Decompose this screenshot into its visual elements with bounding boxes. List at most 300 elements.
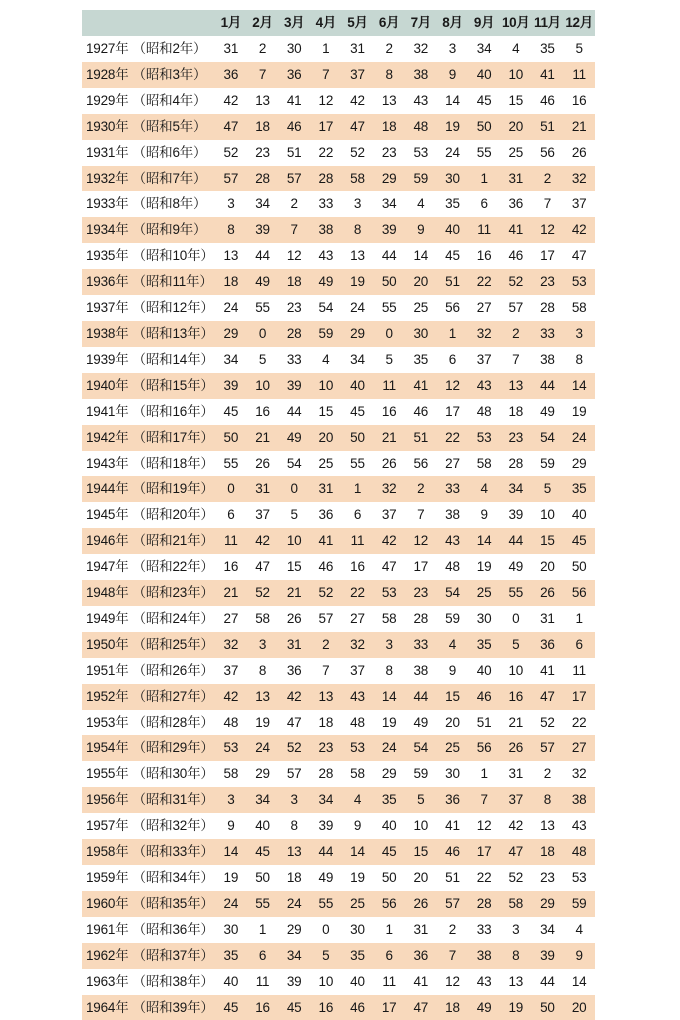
value-cell-month-4: 28	[318, 766, 334, 782]
column-header-month-1: 1月	[220, 15, 242, 30]
value-cell-month-4: 17	[318, 118, 334, 134]
value-cell-month-3: 3	[290, 792, 298, 808]
value-cell-month-12: 3	[575, 325, 583, 341]
value-cell-month-4: 31	[318, 481, 334, 497]
value-cell-month-6: 2	[385, 41, 393, 56]
value-cell-month-2: 28	[255, 170, 270, 186]
value-cell-month-7: 51	[413, 429, 429, 445]
value-cell-month-7: 31	[413, 921, 429, 937]
value-cell-month-5: 25	[350, 895, 365, 911]
year-era: （昭和19年）	[132, 481, 214, 497]
table-row	[82, 476, 595, 502]
value-cell-month-4: 10	[318, 377, 334, 393]
value-cell-month-6: 35	[381, 792, 397, 808]
value-cell-month-8: 43	[445, 533, 460, 549]
value-cell-month-7: 12	[413, 533, 429, 549]
year-era: （昭和7年）	[132, 170, 207, 186]
year-era: （昭和8年）	[132, 196, 207, 212]
year-western: 1930年	[86, 118, 129, 134]
year-era: （昭和25年）	[132, 636, 214, 652]
value-cell-month-4: 33	[318, 196, 334, 212]
value-cell-month-2: 1	[258, 921, 267, 937]
value-cell-month-10: 39	[508, 507, 524, 523]
value-cell-month-12: 45	[571, 533, 587, 549]
value-cell-month-1: 47	[223, 118, 239, 134]
value-cell-month-6: 8	[385, 66, 393, 82]
value-cell-month-5: 47	[350, 118, 365, 134]
value-cell-month-4: 18	[318, 714, 334, 730]
value-cell-month-10: 37	[508, 792, 524, 808]
value-cell-month-3: 23	[286, 300, 302, 316]
year-era: （昭和14年）	[132, 351, 214, 367]
value-cell-month-1: 45	[223, 403, 239, 419]
value-cell-month-7: 33	[413, 636, 429, 652]
value-cell-month-11: 41	[540, 662, 555, 678]
year-era: （昭和10年）	[132, 248, 214, 264]
value-cell-month-10: 23	[508, 429, 524, 445]
value-cell-month-8: 40	[445, 222, 460, 238]
value-cell-month-8: 38	[445, 507, 460, 523]
value-cell-month-10: 25	[508, 144, 524, 160]
column-header-month-4: 4月	[315, 15, 337, 30]
column-header-month-5: 5月	[347, 15, 368, 30]
column-header-month-3: 3月	[283, 15, 305, 30]
value-cell-month-2: 45	[255, 844, 270, 860]
year-western: 1956年	[86, 792, 129, 808]
value-cell-month-5: 52	[350, 144, 365, 160]
year-western: 1964年	[86, 999, 129, 1015]
value-cell-month-10: 4	[512, 41, 520, 56]
column-header-month-12: 12月	[565, 15, 593, 30]
value-cell-month-4: 41	[318, 533, 334, 549]
value-cell-month-8: 30	[445, 766, 460, 782]
value-cell-month-9: 38	[476, 947, 492, 963]
table-row	[82, 917, 595, 943]
value-cell-month-6: 47	[381, 559, 397, 575]
value-cell-month-1: 34	[223, 351, 239, 367]
value-cell-month-11: 10	[540, 507, 555, 523]
value-cell-month-10: 34	[508, 481, 524, 497]
value-cell-month-1: 42	[223, 688, 239, 704]
value-cell-month-1: 18	[223, 274, 239, 290]
year-era: （昭和6年）	[132, 144, 207, 160]
value-cell-month-10: 47	[508, 844, 524, 860]
value-cell-month-10: 58	[508, 895, 524, 911]
value-cell-month-7: 32	[413, 41, 429, 56]
year-era: （昭和29年）	[132, 740, 214, 756]
year-western: 1935年	[86, 248, 129, 264]
value-cell-month-2: 10	[255, 377, 270, 393]
value-cell-month-4: 36	[318, 507, 334, 523]
value-cell-month-4: 22	[318, 144, 334, 160]
year-era: （昭和33年）	[132, 844, 214, 860]
value-cell-month-3: 46	[286, 118, 302, 134]
value-cell-month-1: 13	[223, 248, 239, 264]
value-cell-month-2: 13	[255, 92, 270, 108]
table-row	[82, 528, 595, 554]
value-cell-month-9: 7	[480, 792, 488, 808]
value-cell-month-9: 12	[476, 818, 492, 834]
year-era: （昭和4年）	[132, 92, 207, 108]
value-cell-month-12: 37	[571, 196, 587, 212]
value-cell-month-10: 2	[512, 325, 520, 341]
value-cell-month-1: 35	[223, 947, 239, 963]
year-cell	[82, 88, 215, 114]
table-row	[82, 787, 595, 813]
value-cell-month-1: 32	[223, 636, 239, 652]
value-cell-month-12: 29	[571, 455, 587, 471]
year-cell	[82, 969, 215, 995]
value-cell-month-11: 57	[540, 740, 555, 756]
value-cell-month-2: 37	[255, 507, 270, 523]
value-cell-month-10: 5	[512, 636, 520, 652]
value-cell-month-2: 47	[255, 559, 270, 575]
value-cell-month-6: 11	[382, 377, 396, 393]
value-cell-month-5: 53	[350, 740, 365, 756]
value-cell-month-2: 2	[258, 41, 267, 56]
value-cell-month-4: 49	[318, 274, 334, 290]
value-cell-month-7: 43	[413, 92, 429, 108]
value-cell-month-5: 8	[353, 222, 362, 238]
value-cell-month-7: 44	[413, 688, 429, 704]
value-cell-month-9: 9	[480, 507, 488, 523]
value-cell-month-6: 17	[381, 999, 397, 1015]
year-cell	[82, 580, 215, 606]
value-cell-month-8: 2	[448, 921, 457, 937]
value-cell-month-8: 27	[445, 455, 460, 471]
value-cell-month-6: 44	[381, 248, 397, 264]
value-cell-month-7: 54	[413, 740, 429, 756]
value-cell-month-7: 9	[417, 222, 425, 238]
value-cell-month-12: 5	[575, 41, 583, 56]
year-era: （昭和13年）	[132, 325, 214, 341]
value-cell-month-12: 42	[571, 222, 587, 238]
value-cell-month-7: 25	[413, 300, 429, 316]
year-western: 1962年	[86, 947, 129, 963]
value-cell-month-10: 16	[508, 688, 524, 704]
year-western: 1943年	[86, 455, 129, 471]
value-cell-month-2: 31	[255, 481, 270, 497]
year-era: （昭和26年）	[132, 662, 214, 678]
column-header-month-2: 2月	[252, 15, 273, 30]
value-cell-month-1: 31	[223, 41, 239, 56]
value-cell-month-3: 29	[286, 921, 302, 937]
year-western: 1948年	[86, 585, 129, 601]
value-cell-month-5: 16	[350, 559, 365, 575]
value-cell-month-11: 51	[540, 118, 555, 134]
value-cell-month-10: 46	[508, 248, 524, 264]
value-cell-month-6: 39	[381, 222, 397, 238]
value-cell-month-8: 18	[445, 999, 460, 1015]
value-cell-month-6: 37	[381, 507, 397, 523]
value-cell-month-6: 6	[385, 947, 393, 963]
value-cell-month-9: 32	[476, 325, 492, 341]
table-row	[82, 347, 595, 373]
value-cell-month-2: 7	[258, 66, 267, 82]
value-cell-month-2: 8	[258, 662, 267, 678]
value-cell-month-5: 37	[350, 662, 365, 678]
year-month-table	[82, 10, 595, 1020]
value-cell-month-3: 30	[286, 41, 302, 56]
value-cell-month-12: 4	[575, 921, 583, 937]
value-cell-month-6: 23	[381, 144, 397, 160]
value-cell-month-9: 14	[476, 533, 492, 549]
year-western: 1941年	[86, 403, 129, 419]
value-cell-month-11: 8	[543, 792, 552, 808]
value-cell-month-2: 50	[255, 870, 270, 885]
year-western: 1947年	[86, 559, 129, 575]
value-cell-month-9: 22	[476, 870, 492, 885]
value-cell-month-4: 44	[318, 844, 334, 860]
value-cell-month-11: 28	[540, 300, 555, 316]
year-western: 1932年	[86, 170, 129, 186]
table-row	[82, 217, 595, 243]
value-cell-month-8: 59	[445, 610, 460, 626]
year-western: 1942年	[86, 429, 129, 445]
value-cell-month-2: 52	[255, 585, 270, 601]
year-western: 1945年	[86, 507, 129, 523]
value-cell-month-3: 41	[286, 92, 302, 108]
value-cell-month-3: 0	[290, 481, 298, 497]
value-cell-month-9: 37	[476, 351, 492, 367]
value-cell-month-7: 20	[413, 870, 429, 885]
value-cell-month-4: 57	[318, 610, 334, 626]
value-cell-month-3: 26	[286, 610, 302, 626]
year-era: （昭和31年）	[132, 792, 214, 808]
value-cell-month-10: 20	[508, 118, 524, 134]
year-cell	[82, 735, 215, 761]
year-western: 1938年	[86, 325, 129, 341]
table-row	[82, 191, 595, 217]
year-western: 1939年	[86, 351, 129, 367]
value-cell-month-11: 39	[540, 947, 555, 963]
value-cell-month-7: 38	[413, 662, 429, 678]
value-cell-month-8: 12	[445, 973, 460, 989]
value-cell-month-11: 54	[540, 429, 555, 445]
year-cell	[82, 761, 215, 787]
value-cell-month-11: 29	[540, 895, 555, 911]
value-cell-month-7: 36	[413, 947, 429, 963]
value-cell-month-3: 47	[286, 714, 302, 730]
column-header-month-10: 10月	[501, 15, 530, 30]
year-western: 1951年	[86, 662, 129, 678]
year-era: （昭和37年）	[132, 947, 214, 963]
year-cell	[82, 528, 215, 554]
year-cell	[82, 140, 215, 166]
value-cell-month-1: 55	[223, 455, 239, 471]
value-cell-month-12: 35	[571, 481, 587, 497]
value-cell-month-9: 34	[476, 41, 492, 56]
value-cell-month-7: 59	[413, 766, 429, 782]
year-western: 1955年	[86, 766, 129, 782]
value-cell-month-6: 11	[382, 973, 396, 989]
table-header	[82, 10, 595, 36]
value-cell-month-5: 35	[350, 947, 365, 963]
value-cell-month-5: 50	[350, 429, 365, 445]
value-cell-month-2: 5	[258, 351, 267, 367]
table-row	[82, 658, 595, 684]
value-cell-month-4: 5	[322, 947, 330, 963]
value-cell-month-10: 18	[508, 403, 524, 419]
value-cell-month-9: 40	[476, 66, 492, 82]
value-cell-month-8: 30	[445, 170, 460, 186]
year-cell	[82, 865, 215, 891]
value-cell-month-12: 32	[571, 170, 587, 186]
value-cell-month-7: 35	[413, 351, 429, 367]
value-cell-month-11: 7	[543, 196, 552, 212]
year-cell	[82, 839, 215, 865]
table-row	[82, 425, 595, 451]
value-cell-month-5: 48	[350, 714, 365, 730]
value-cell-month-2: 0	[258, 325, 267, 341]
value-cell-month-10: 52	[508, 274, 524, 290]
value-cell-month-5: 58	[350, 170, 365, 186]
value-cell-month-4: 20	[318, 429, 334, 445]
value-cell-month-12: 22	[571, 714, 587, 730]
value-cell-month-3: 24	[286, 895, 302, 911]
year-cell	[82, 632, 215, 658]
value-cell-month-9: 51	[476, 714, 492, 730]
value-cell-month-1: 40	[223, 973, 239, 989]
value-cell-month-8: 51	[445, 870, 460, 885]
value-cell-month-1: 36	[223, 66, 239, 82]
value-cell-month-12: 21	[571, 118, 587, 134]
value-cell-month-12: 43	[571, 818, 587, 834]
value-cell-month-5: 19	[350, 274, 365, 290]
year-era: （昭和35年）	[132, 895, 214, 911]
value-cell-month-9: 11	[477, 222, 491, 238]
value-cell-month-12: 9	[575, 947, 583, 963]
value-cell-month-3: 5	[290, 507, 298, 523]
value-cell-month-10: 42	[508, 818, 524, 834]
value-cell-month-4: 59	[318, 325, 334, 341]
value-cell-month-7: 49	[413, 714, 429, 730]
value-cell-month-6: 8	[385, 662, 393, 678]
table-row	[82, 373, 595, 399]
value-cell-month-4: 10	[318, 973, 334, 989]
value-cell-month-8: 7	[448, 947, 457, 963]
value-cell-month-5: 40	[350, 973, 365, 989]
year-western: 1949年	[86, 610, 129, 626]
year-cell	[82, 710, 215, 736]
year-cell	[82, 347, 215, 373]
value-cell-month-12: 24	[571, 429, 587, 445]
value-cell-month-4: 34	[318, 792, 334, 808]
value-cell-month-11: 56	[540, 144, 555, 160]
value-cell-month-5: 40	[350, 377, 365, 393]
value-cell-month-11: 41	[540, 66, 555, 82]
year-cell	[82, 787, 215, 813]
value-cell-month-10: 44	[508, 533, 524, 549]
value-cell-month-4: 15	[318, 403, 334, 419]
year-cell	[82, 399, 215, 425]
value-cell-month-6: 26	[381, 455, 397, 471]
value-cell-month-6: 45	[381, 844, 397, 860]
value-cell-month-9: 48	[476, 403, 492, 419]
value-cell-month-7: 4	[417, 196, 425, 212]
value-cell-month-2: 18	[255, 118, 270, 134]
value-cell-month-10: 31	[508, 766, 524, 782]
value-cell-month-11: 17	[540, 248, 555, 264]
column-header-year	[82, 10, 215, 36]
value-cell-month-9: 19	[476, 559, 492, 575]
year-era: （昭和30年）	[132, 766, 214, 782]
value-cell-month-4: 28	[318, 170, 334, 186]
value-cell-month-6: 3	[385, 636, 393, 652]
value-cell-month-5: 43	[350, 688, 365, 704]
table-row	[82, 399, 595, 425]
value-cell-month-3: 54	[286, 455, 302, 471]
value-cell-month-7: 2	[417, 481, 425, 497]
value-cell-month-1: 14	[223, 844, 239, 860]
year-era: （昭和21年）	[132, 533, 214, 549]
value-cell-month-6: 0	[385, 325, 393, 341]
value-cell-month-1: 6	[227, 507, 235, 523]
value-cell-month-6: 55	[381, 300, 397, 316]
value-cell-month-12: 50	[571, 559, 587, 575]
value-cell-month-8: 6	[448, 351, 457, 367]
value-cell-month-6: 58	[381, 610, 397, 626]
value-cell-month-8: 46	[445, 844, 460, 860]
value-cell-month-2: 6	[258, 947, 267, 963]
value-cell-month-8: 12	[445, 377, 460, 393]
table-row	[82, 995, 595, 1020]
value-cell-month-3: 7	[290, 222, 298, 238]
value-cell-month-1: 3	[227, 792, 235, 808]
value-cell-month-3: 42	[286, 688, 302, 704]
year-era: （昭和28年）	[132, 714, 214, 730]
year-cell	[82, 243, 215, 269]
value-cell-month-10: 3	[512, 921, 520, 937]
value-cell-month-5: 14	[350, 844, 365, 860]
value-cell-month-7: 26	[413, 895, 429, 911]
value-cell-month-6: 19	[381, 714, 397, 730]
year-era: （昭和16年）	[132, 403, 214, 419]
table-row	[82, 62, 595, 88]
value-cell-month-9: 22	[476, 274, 492, 290]
value-cell-month-3: 28	[286, 325, 302, 341]
value-cell-month-1: 39	[223, 377, 239, 393]
value-cell-month-4: 38	[318, 222, 334, 238]
value-cell-month-11: 15	[540, 533, 555, 549]
value-cell-month-3: 13	[286, 844, 302, 860]
value-cell-month-10: 0	[512, 610, 520, 626]
table-row	[82, 735, 595, 761]
value-cell-month-8: 22	[445, 429, 460, 445]
table-container	[82, 10, 595, 1020]
value-cell-month-2: 55	[255, 895, 270, 911]
table-row	[82, 269, 595, 295]
value-cell-month-10: 52	[508, 870, 524, 885]
value-cell-month-11: 33	[540, 325, 555, 341]
value-cell-month-5: 32	[350, 636, 365, 652]
value-cell-month-3: 15	[286, 559, 302, 575]
value-cell-month-3: 33	[286, 351, 302, 367]
year-western: 1937年	[86, 300, 129, 316]
value-cell-month-11: 52	[540, 714, 555, 730]
year-era: （昭和22年）	[132, 559, 214, 575]
year-era: （昭和15年）	[132, 377, 214, 393]
value-cell-month-7: 14	[413, 248, 429, 264]
value-cell-month-10: 57	[508, 300, 524, 316]
value-cell-month-12: 38	[571, 792, 587, 808]
value-cell-month-1: 53	[223, 740, 239, 756]
value-cell-month-10: 41	[508, 222, 524, 238]
year-era: （昭和39年）	[132, 999, 214, 1015]
year-era: （昭和18年）	[132, 455, 214, 471]
year-era: （昭和11年）	[132, 274, 213, 290]
value-cell-month-3: 36	[286, 66, 302, 82]
